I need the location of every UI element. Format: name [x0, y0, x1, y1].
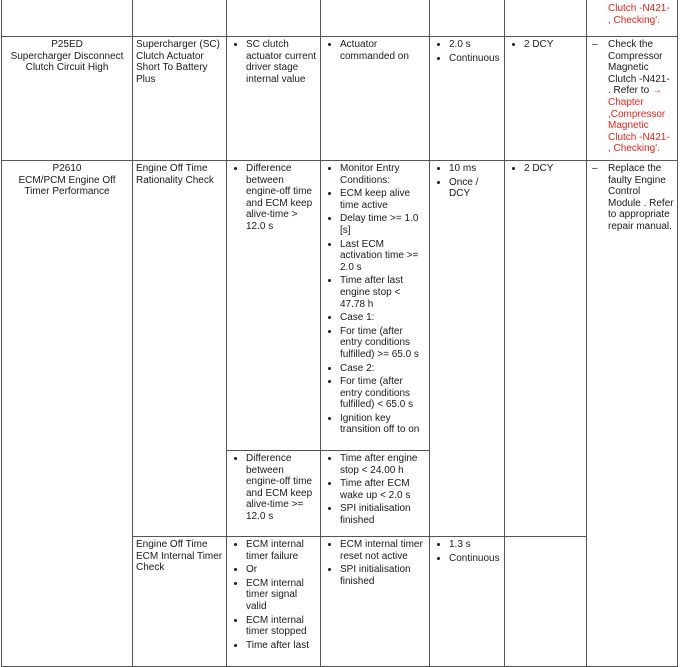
table-row: [2, 0, 678, 37]
cell-remedy: [587, 0, 678, 37]
list-item: • Difference between engine-off time and ECM keep alive-time >= 12.0 s: [246, 453, 317, 523]
list-item: • SC clutch actuator current driver stage internal value: [246, 39, 317, 85]
list-item: • Time after last engine stop < 47.78 h: [340, 275, 426, 310]
cell-remedy: [587, 37, 678, 161]
list-item: • Time after ECM wake up < 2.0 s: [340, 478, 426, 501]
list-item: • 1.3 s: [449, 539, 501, 551]
cell-time: [430, 37, 505, 161]
list-item: • Once / DCY: [449, 177, 501, 200]
cell-mil: [505, 37, 587, 161]
cell-monitor: Supercharger (SC) Clutch Actuator Short To Battery Plus: [133, 37, 227, 161]
cell-conditions: [321, 0, 430, 37]
cell-criteria: [227, 0, 321, 37]
dtc-name: Supercharger Disconnect Clutch Circuit High: [10, 50, 124, 74]
list-item: • Case 1:: [340, 312, 426, 324]
list-item: • Difference between engine-off time and ECM keep alive-time > 12.0 s: [246, 163, 317, 233]
list-item: • For time (after entry conditions fulfilled) >= 65.0 s: [340, 326, 426, 361]
dtc-code: P2610: [52, 163, 82, 174]
remedy-text: Replace the faulty Engine Control Module . Refer to appropriate repair manual.: [608, 163, 674, 232]
list-item: • Continuous: [449, 553, 501, 565]
list-item: [590, 39, 674, 155]
cell-code: [2, 37, 133, 161]
list-item: • Case 2:: [340, 363, 426, 375]
cell-time: [430, 0, 505, 37]
table-row: [2, 37, 678, 161]
list-item: • Time after last: [246, 640, 317, 652]
list-item: • 10 ms: [449, 163, 501, 175]
list-item: [590, 163, 674, 233]
cell-mil: [505, 537, 587, 667]
list-item: • ECM internal timer failure: [246, 539, 317, 562]
list-item: • Monitor Entry Conditions:: [340, 163, 426, 186]
cell-criteria: [227, 37, 321, 161]
list-item: • Delay time >= 1.0 [s]: [340, 213, 426, 236]
table-row: [2, 161, 678, 451]
list-item: • SPI initialisation finished: [340, 503, 426, 526]
cell-conditions: [321, 537, 430, 667]
remedy-link[interactable]: Clutch -N421- , Checking'.: [608, 3, 670, 26]
cell-code: [2, 161, 133, 667]
list-item: • 2.0 s: [449, 39, 501, 51]
cell-time: [430, 161, 505, 537]
list-item: • 2 DCY: [524, 39, 583, 51]
list-item: • Last ECM activation time >= 2.0 s: [340, 239, 426, 274]
cell-mil: [505, 0, 587, 37]
dash-marker: –: [592, 39, 598, 50]
list-item: • 2 DCY: [524, 163, 583, 175]
list-item: • Or: [246, 564, 317, 576]
cell-conditions: [321, 37, 430, 161]
cell-conditions: [321, 161, 430, 451]
list-item: • Continuous: [449, 53, 501, 65]
remedy-text: Check the Compressor Magnetic Clutch -N421- . Refer to: [608, 39, 670, 97]
dtc-name: ECM/PCM Engine Off Timer Performance: [18, 174, 116, 198]
cell-criteria: [227, 161, 321, 451]
list-item: • ECM internal timer stopped: [246, 615, 317, 638]
cell-monitor: Engine Off Time Rationality Check: [133, 161, 227, 537]
dtc-table: [1, 0, 678, 667]
list-item: • ECM internal timer signal valid: [246, 578, 317, 613]
cell-code: [2, 0, 133, 37]
list-item: • For time (after entry conditions fulfilled) < 65.0 s: [340, 376, 426, 411]
remedy-link[interactable]: → Chapter ,Compressor Magnetic Clutch -N421- , Checking'.: [608, 85, 670, 155]
list-item: • Ignition key transition off to on: [340, 413, 426, 436]
list-item: • ECM internal timer reset not active: [340, 539, 426, 562]
cell-remedy: [587, 161, 678, 667]
cell-criteria: [227, 451, 321, 537]
list-item: • SPI initialisation finished: [340, 564, 426, 587]
cell-mil: [505, 161, 587, 537]
cell-monitor: [133, 0, 227, 37]
list-item: • Actuator commanded on: [340, 39, 426, 62]
cell-monitor: Engine Off Time ECM Internal Timer Check: [133, 537, 227, 667]
cell-conditions: [321, 451, 430, 537]
list-item: • Time after engine stop < 24.00 h: [340, 453, 426, 476]
cell-criteria: [227, 537, 321, 667]
list-item: • ECM keep alive time active: [340, 188, 426, 211]
cell-time: [430, 537, 505, 667]
dtc-code: P25ED: [51, 39, 83, 50]
dash-marker: –: [592, 163, 598, 174]
